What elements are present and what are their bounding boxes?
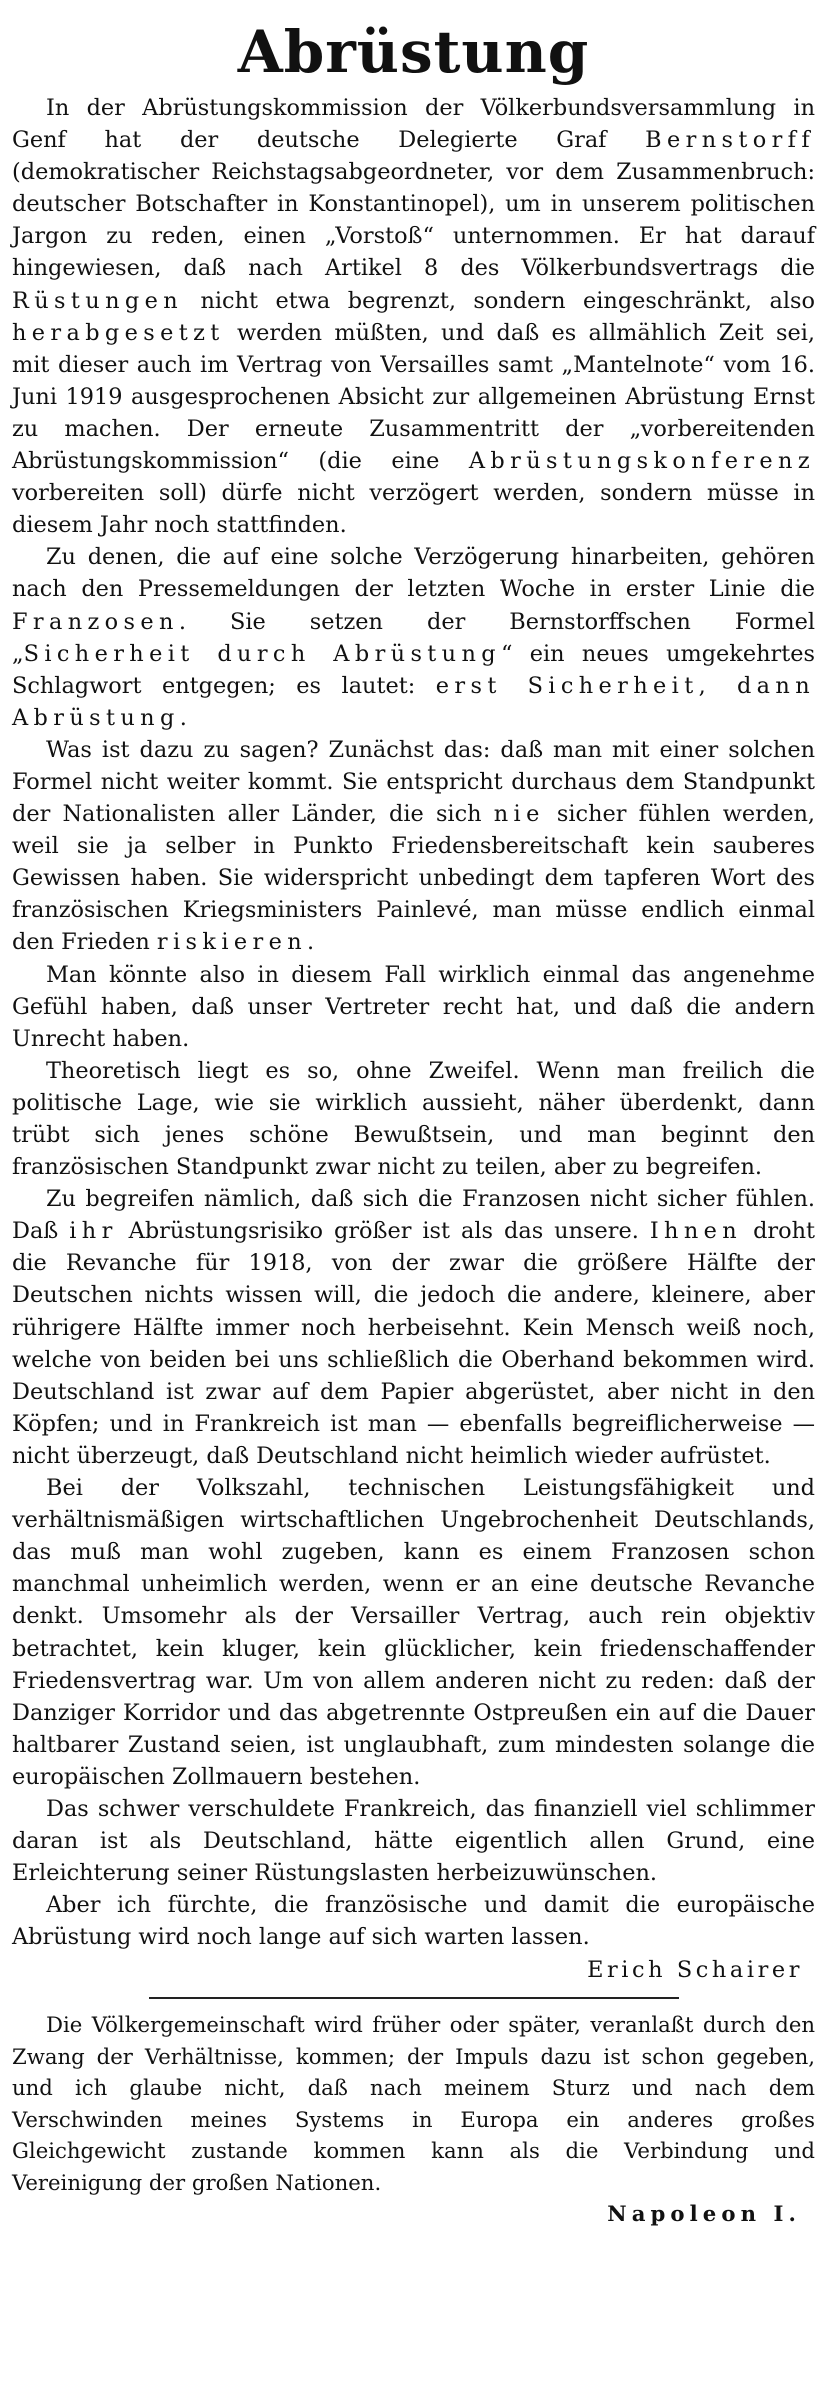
article-paragraph — [12, 1793, 815, 1889]
paragraph-text: sicher fühlen werden, weil sie ja selber in Punkto Friedensbereitschaft kein sauberes Gewissen haben. Sie widerspricht unbedingt dem tapferen Wort des französischen Kriegsministers Painlevé, man müsse endlich einmal den Frieden — [12, 801, 815, 956]
paragraph-text: (demokratischer Reichstagsabgeordneter, vor dem Zusammenbruch: deutscher Botschafter in Konstantinopel), um in unserem politischen Jargon zu reden, einen „Vorstoß“ unternommen. Er hat darauf hingewiesen, daß nach Artikel 8 des Völkerbundsvertrags die — [12, 159, 815, 282]
paragraph-text: vorbereiten soll) dürfe nicht verzögert werden, sondern müsse in diesem Jahr noch stattfinden. — [12, 480, 815, 539]
emphasized-text: Bernstorff — [645, 127, 815, 154]
emphasized-text: Ihnen — [649, 1218, 743, 1245]
article-paragraph — [12, 541, 815, 734]
quote-author: Napoleon I. — [607, 2201, 801, 2227]
article-paragraph — [12, 1183, 815, 1472]
paragraph-text: . — [307, 929, 315, 956]
emphasized-text: Sicherheit durch Abrüstung — [23, 640, 501, 667]
paragraph-text: Man könnte also in diesem Fall wirklich einmal das angenehme Gefühl haben, daß unser Vertreter recht hat, und daß die andern Unrecht haben. — [12, 961, 815, 1052]
quote-text: Die Völkergemeinschaft wird früher oder später, veranlaßt durch den Zwang der Verhältnisse, kommen; der Impuls dazu ist schon gegeben, und ich glaube nicht, daß nach meinem Sturz und nach dem Verschwinden meines Systems in Europa ein anderes großes Gleichgewicht zustande kommen kann als die Verbindung und Vereinigung der großen Nationen. — [12, 2012, 815, 2195]
article-paragraph — [12, 959, 815, 1055]
paragraph-text: Was ist dazu zu sagen? Zunächst das: daß man mit einer solchen Formel nicht weiter kommt. Sie entspricht durchaus dem Standpunkt der Nationalisten aller Länder, die sich — [12, 736, 815, 828]
article-author: Erich Schairer — [587, 1957, 803, 1984]
emphasized-text: Rüstungen — [12, 287, 183, 314]
emphasized-text: nie — [493, 801, 545, 828]
paragraph-text: In der Abrüstungskommission der Völkerbundsversammlung in Genf hat der deutsche Delegierte Graf — [12, 95, 815, 154]
paragraph-text: Abrüstungsrisiko größer ist als das unsere. — [117, 1218, 650, 1245]
paragraph-text: nicht etwa begrenzt, sondern eingeschränkt, also — [183, 287, 815, 314]
paragraph-text: Theoretisch liegt es so, ohne Zweifel. Wenn man freilich die politische Lage, wie sie wirklich aussieht, näher überdenkt, dann trübt sich jenes schöne Bewußtsein, und man beginnt den französischen Standpunkt zwar nicht zu teilen, aber zu begreifen. — [12, 1057, 815, 1181]
paragraph-text: . — [179, 704, 187, 731]
emphasized-text: Abrüstungskonferenz — [468, 448, 815, 475]
emphasized-text: erst Sicherheit, dann Abrüstung — [12, 672, 815, 731]
paragraph-text: Zu denen, die auf eine solche Verzögerung hinarbeiten, gehören nach den Pressemeldungen der letzten Woche in erster Linie die — [12, 544, 815, 603]
paragraph-text: Bei der Volkszahl, technischen Leistungsfähigkeit und verhältnismäßigen wirtschaftlichen Ungebrochenheit Deutschlands, das muß man wohl zugeben, kann es einem Franzosen schon manchmal unheimlich werden, wenn er an eine deutsche Revanche denkt. Umsomehr als der Versailler Vertrag, auch rein objektiv betrachtet, kein kluger, kein glücklicher, kein friedenschaffender Friedensvertrag war. Um von allem anderen nicht zu reden: daß der Danziger Korridor und das abgetrennte Ostpreußen ein auf die Dauer haltbarer Zustand seien, ist unglaubhaft, zum mindesten solange die europäischen Zollmauern bestehen. — [12, 1475, 815, 1790]
paragraph-text: Zu begreifen nämlich, daß sich die Franzosen nicht sicher fühlen. Daß — [12, 1186, 815, 1245]
emphasized-text: ihr — [69, 1218, 118, 1245]
paragraph-text: Das schwer verschuldete Frankreich, das finanziell viel schlimmer daran ist als Deutschland, hätte eigentlich allen Grund, eine Erleichterung seiner Rüstungslasten herbeizuwünschen. — [12, 1795, 815, 1887]
article-paragraph — [12, 1055, 815, 1183]
emphasized-text: herabgesetzt — [12, 319, 225, 346]
paragraph-text: droht die Revanche für 1918, von der zwar die größere Hälfte der Deutschen nichts wissen will, die jedoch die andere, kleinere, aber rührigere Hälfte immer noch herbeisehnt. Kein Mensch weiß noch, welche von beiden bei uns schließlich die Oberhand bekommen wird. Deutschland ist zwar auf dem Papier abgerüstet, aber nicht in den Köpfen; und in Frankreich ist man — ebenfalls begreiflicherweise — nicht überzeugt, daß Deutschland nicht heimlich wieder aufrüstet. — [12, 1218, 815, 1469]
article-paragraph — [12, 92, 815, 541]
paragraph-text: Aber ich fürchte, die französische und damit die europäische Abrüstung wird noch lange auf sich warten lassen. — [12, 1892, 815, 1951]
paragraph-text: . Sie setzen der Bernstorffschen Formel „ — [12, 608, 815, 667]
article-paragraph — [12, 1889, 815, 1953]
paragraph-text: “ ein neues umgekehrtes Schlagwort entgegen; es lautet: — [12, 640, 815, 699]
article-paragraph — [12, 1472, 815, 1793]
article-title: Abrüstung — [237, 18, 590, 86]
separator-rule — [149, 1997, 679, 1999]
article-paragraph — [12, 734, 815, 959]
paragraph-text: werden müßten, und daß es allmählich Zeit sei, mit dieser auch im Vertrag von Versailles samt „Mantelnote“ vom 16. Juni 1919 ausgesprochenen Absicht zur allgemeinen Abrüstung Ernst zu machen. Der erneute Zusammentritt der „vorbereitenden Abrüstungskommission“ (die eine — [12, 319, 815, 475]
emphasized-text: Franzosen — [12, 608, 179, 635]
article-body — [12, 92, 815, 1953]
emphasized-text: riskieren — [156, 929, 307, 956]
